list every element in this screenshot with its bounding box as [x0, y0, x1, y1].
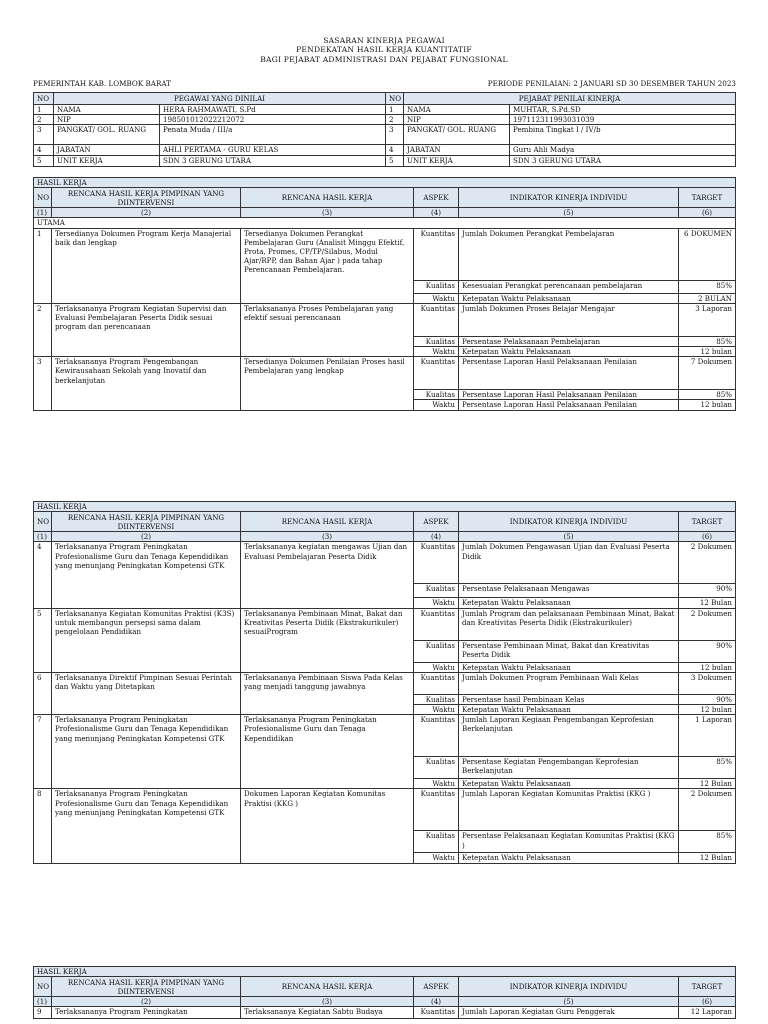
id-label: NAMA	[404, 105, 510, 115]
period-label: PERIODE PENILAIAN: 2 JANUARI SD 30 DESEMBER TAHUN 2023	[487, 79, 736, 88]
id-label: PANGKAT/ GOL. RUANG	[54, 125, 160, 145]
aspek-cell: Kualitas	[414, 280, 459, 293]
target-cell: 12 Bulan	[679, 853, 736, 863]
target-cell: 3 Laporan	[679, 303, 736, 336]
rencana-pimpinan-cell: Terlaksananya Program Peningkatan Profesionalisme Guru dan Tenaga Kependidikan yang menunjang Peningkatan Kompetensi GTK	[52, 542, 241, 608]
rencana-hasil-kerja-cell: Terlaksananya Program Peningkatan Profesionalisme Guru dan Tenaga Kependidikan	[241, 715, 414, 789]
column-number: (2)	[52, 997, 241, 1007]
section-hasil-kerja: HASIL KERJA	[34, 967, 736, 977]
dinilai-value: HERA RAHMAWATI, S.Pd	[160, 105, 386, 115]
column-header: NO	[34, 977, 52, 997]
dinilai-title: PEGAWAI YANG DINILAI	[54, 93, 386, 105]
target-cell: 7 Dokumen	[679, 357, 736, 390]
penilai-title: PEJABAT PENILAI KINERJA	[404, 93, 736, 105]
penilai-value: Pembina Tingkat I / IV/b	[510, 125, 736, 145]
hasil-kerja-table-1	[33, 177, 736, 411]
indikator-cell: Kesesuaian Perangkat perencanaan pembelajaran	[459, 280, 679, 293]
column-number: (3)	[241, 208, 414, 218]
rencana-pimpinan-cell: Terlaksananya Program Kegiatan Supervisi dan Evaluasi Pembelajaran Peserta Didik sesuai program dan perencanaan	[52, 303, 241, 356]
column-number: (4)	[414, 208, 459, 218]
target-cell: 12 Laporan	[679, 1007, 736, 1019]
indikator-cell: Ketepatan Waktu Pelaksanaan	[459, 293, 679, 303]
id-no: 4	[386, 145, 404, 156]
target-cell: 85%	[679, 390, 736, 400]
indikator-cell: Jumlah Dokumen Pengawasan Ujian dan Evaluasi Peserta Didik	[459, 542, 679, 584]
indikator-cell: Jumlah Laporan Kegiatan Komunitas Praktisi (KKG )	[459, 789, 679, 831]
column-header: INDIKATOR KINERJA INDIVIDU	[459, 977, 679, 997]
table-row	[34, 228, 736, 280]
id-no-header: NO	[34, 93, 54, 105]
table-row	[34, 542, 736, 584]
id-no: 2	[34, 115, 54, 125]
identity-row	[34, 115, 736, 125]
target-cell: 85%	[679, 336, 736, 346]
doc-title-line2: PENDEKATAN HASIL KERJA KUANTITATIF	[296, 45, 472, 54]
id-no: 5	[386, 156, 404, 167]
target-cell: 12 bulan	[679, 705, 736, 715]
target-cell: 90%	[679, 584, 736, 598]
aspek-cell: Kuantitas	[414, 789, 459, 831]
column-number: (5)	[459, 997, 679, 1007]
indikator-cell: Ketepatan Waktu Pelaksanaan	[459, 705, 679, 715]
id-label: UNIT KERJA	[404, 156, 510, 167]
aspek-cell: Kualitas	[414, 640, 459, 662]
penilai-value: SDN 3 GERUNG UTARA	[510, 156, 736, 167]
id-no: 3	[386, 125, 404, 145]
target-cell: 12 bulan	[679, 347, 736, 357]
column-header: RENCANA HASIL KERJA	[241, 512, 414, 532]
indikator-cell: Persentase Kegiatan Pengembangan Keprofesian Berkelanjutan	[459, 757, 679, 779]
rencana-pimpinan-cell: Tersedianya Dokumen Program Kerja Manajerial baik dan lengkap	[52, 228, 241, 303]
target-cell: 2 Dokumen	[679, 608, 736, 640]
aspek-cell: Kuantitas	[414, 303, 459, 336]
target-cell: 85%	[679, 757, 736, 779]
target-cell: 12 Bulan	[679, 779, 736, 789]
id-label: NIP	[404, 115, 510, 125]
id-label: JABATAN	[404, 145, 510, 156]
rencana-hasil-kerja-cell: Dokumen Laporan Kegiatan Komunitas Praktisi (KKG )	[241, 789, 414, 863]
table-row	[34, 789, 736, 831]
rencana-pimpinan-cell: Terlaksananya Program Peningkatan Profesionalisme Guru dan Tenaga Kependidikan yang menunjang Peningkatan Kompetensi GTK	[52, 789, 241, 863]
rencana-pimpinan-cell: Terlaksananya Program Pengembangan Kewirausahaan Sekolah yang Inovatif dan berkelanjutan	[52, 357, 241, 410]
column-header: ASPEK	[414, 977, 459, 997]
row-number: 4	[34, 542, 52, 608]
column-header: TARGET	[679, 512, 736, 532]
rencana-pimpinan-cell: Terlaksananya Kegiatan Komunitas Praktisi (K3S) untuk membangun persepsi sama dalam pengelolaan Pendidikan	[52, 608, 241, 672]
identity-table	[33, 92, 736, 167]
id-no: 2	[386, 115, 404, 125]
identity-row	[34, 145, 736, 156]
indikator-cell: Ketepatan Waktu Pelaksanaan	[459, 347, 679, 357]
indikator-cell: Jumlah Program dan pelaksanaan Pembinaan Minat, Bakat dan Kreativitas Peserta Didik (Ekstrakurikuler)	[459, 608, 679, 640]
id-no: 5	[34, 156, 54, 167]
dinilai-value: SDN 3 GERUNG UTARA	[160, 156, 386, 167]
column-header: RENCANA HASIL KERJA PIMPINAN YANG DIINTERVENSI	[52, 512, 241, 532]
aspek-cell: Kuantitas	[414, 715, 459, 757]
aspek-cell: Waktu	[414, 400, 459, 410]
identity-row	[34, 105, 736, 115]
aspek-cell: Kuantitas	[414, 1007, 459, 1019]
column-header: INDIKATOR KINERJA INDIVIDU	[459, 188, 679, 208]
rencana-hasil-kerja-cell: Terlaksananya Pembinaan Siswa Pada Kelas yang menjadi tanggung jawabnya	[241, 672, 414, 714]
column-number: (5)	[459, 532, 679, 542]
indikator-cell: Persentase Pelaksanaan Mengawas	[459, 584, 679, 598]
indikator-cell: Jumlah Dokumen Perangkat Pembelajaran	[459, 228, 679, 280]
dinilai-value: Penata Muda / III/a	[160, 125, 386, 145]
rencana-pimpinan-cell: Terlaksananya Program Peningkatan Profesionalisme Guru dan Tenaga Kependidikan yang menunjang Peningkatan Kompetensi GTK	[52, 715, 241, 789]
aspek-cell: Kualitas	[414, 390, 459, 400]
aspek-cell: Waktu	[414, 705, 459, 715]
target-cell: 12 bulan	[679, 662, 736, 672]
section-utama: UTAMA	[34, 218, 736, 228]
table-row	[34, 672, 736, 694]
column-number: (5)	[459, 208, 679, 218]
aspek-cell: Kualitas	[414, 831, 459, 853]
rencana-hasil-kerja-cell: Terlaksananya kegiatan mengawas Ujian dan Evaluasi Pembelajaran Peserta Didik	[241, 542, 414, 608]
indikator-cell: Persentase Pelaksanaan Kegiatan Komunitas Praktisi (KKG )	[459, 831, 679, 853]
section-hasil-kerja: HASIL KERJA	[34, 502, 736, 512]
rencana-hasil-kerja-cell: Terlaksananya Pembinaan Minat, Bakat dan Kreativitas Peserta Didik (Ekstrakurikuler) sesuaiProgram	[241, 608, 414, 672]
row-number: 6	[34, 672, 52, 714]
id-no: 1	[386, 105, 404, 115]
penilai-value: MUHTAR, S.Pd.SD	[510, 105, 736, 115]
dinilai-value: 198501012022212072	[160, 115, 386, 125]
id-label: NIP	[54, 115, 160, 125]
table-row	[34, 357, 736, 390]
indikator-cell: Jumlah Dokumen Program Pembinaan Wali Kelas	[459, 672, 679, 694]
aspek-cell: Kuantitas	[414, 542, 459, 584]
agency-label: PEMERINTAH KAB. LOMBOK BARAT	[33, 79, 171, 88]
indikator-cell: Ketepatan Waktu Pelaksanaan	[459, 853, 679, 863]
row-number: 2	[34, 303, 52, 356]
target-cell: 2 BULAN	[679, 293, 736, 303]
id-no: 1	[34, 105, 54, 115]
target-cell: 90%	[679, 640, 736, 662]
column-header: TARGET	[679, 977, 736, 997]
penilai-value: 197112311993031039	[510, 115, 736, 125]
column-number: (1)	[34, 997, 52, 1007]
column-header: NO	[34, 512, 52, 532]
id-label: PANGKAT/ GOL. RUANG	[404, 125, 510, 145]
id-label: UNIT KERJA	[54, 156, 160, 167]
indikator-cell: Persentase Pelaksanaan Pembelajaran	[459, 336, 679, 346]
column-number: (4)	[414, 532, 459, 542]
column-header: RENCANA HASIL KERJA	[241, 977, 414, 997]
column-header: NO	[34, 188, 52, 208]
indikator-cell: Jumlah Laporan Kegiaan Pengembangan Keprofesian Berkelanjutan	[459, 715, 679, 757]
indikator-cell: Ketepatan Waktu Pelaksanaan	[459, 662, 679, 672]
column-header: TARGET	[679, 188, 736, 208]
row-number: 1	[34, 228, 52, 303]
aspek-cell: Kuantitas	[414, 357, 459, 390]
indikator-cell: Persentase Pembinaan Minat, Bakat dan Kreativitas Peserta Didik	[459, 640, 679, 662]
table-row	[34, 608, 736, 640]
aspek-cell: Kuantitas	[414, 672, 459, 694]
row-number: 9	[34, 1007, 52, 1019]
aspek-cell: Kualitas	[414, 694, 459, 704]
column-number: (3)	[241, 532, 414, 542]
target-cell: 2 Dokumen	[679, 789, 736, 831]
aspek-cell: Waktu	[414, 779, 459, 789]
id-label: NAMA	[54, 105, 160, 115]
rencana-hasil-kerja-cell: Tersedianya Dokumen Penilaian Proses hasil Pembelajaran yang lengkap	[241, 357, 414, 410]
indikator-cell: Ketepatan Waktu Pelaksanaan	[459, 598, 679, 608]
column-header: ASPEK	[414, 188, 459, 208]
rencana-hasil-kerja-cell: Terlaksananya Kegiatan Sabtu Budaya	[241, 1007, 414, 1019]
identity-row	[34, 125, 736, 145]
column-header: ASPEK	[414, 512, 459, 532]
row-number: 5	[34, 608, 52, 672]
target-cell: 6 DOKUMEN	[679, 228, 736, 280]
row-number: 8	[34, 789, 52, 863]
aspek-cell: Kualitas	[414, 336, 459, 346]
table-row	[34, 715, 736, 757]
aspek-cell: Waktu	[414, 293, 459, 303]
column-number: (6)	[679, 532, 736, 542]
id-no-header-2: NO	[386, 93, 404, 105]
table-row	[34, 1007, 736, 1019]
column-header: RENCANA HASIL KERJA	[241, 188, 414, 208]
target-cell: 2 Dokumen	[679, 542, 736, 584]
aspek-cell: Kualitas	[414, 757, 459, 779]
rencana-hasil-kerja-cell: Tersedianya Dokumen Perangkat Pembelajaran Guru (Analisit Minggu Efektif, Prota, Promes, CP/TP/Silabus, Modul Ajar/RPP, dan Bahan Ajar ) pada tahap Perencanaan Pembelajaran.	[241, 228, 414, 303]
table-row	[34, 303, 736, 336]
doc-title-line1: SASARAN KINERJA PEGAWAI	[323, 36, 445, 45]
dinilai-value: AHLI PERTAMA - GURU KELAS	[160, 145, 386, 156]
target-cell: 1 Laporan	[679, 715, 736, 757]
target-cell: 12 bulan	[679, 400, 736, 410]
column-number: (4)	[414, 997, 459, 1007]
id-no: 4	[34, 145, 54, 156]
penilai-value: Guru Ahli Madya	[510, 145, 736, 156]
target-cell: 85%	[679, 831, 736, 853]
indikator-cell: Ketepatan Waktu Pelaksanaan	[459, 779, 679, 789]
indikator-cell: Jumlah Laporan Kegiatan Guru Penggerak	[459, 1007, 679, 1019]
aspek-cell: Kuantitas	[414, 608, 459, 640]
target-cell: 3 Dokumen	[679, 672, 736, 694]
indikator-cell: Persentase Laporan Hasil Pelaksanaan Penilaian	[459, 357, 679, 390]
section-hasil-kerja: HASIL KERJA	[34, 178, 736, 188]
indikator-cell: Persentase Laporan Hasil Pelaksanaan Penilaian	[459, 400, 679, 410]
column-number: (2)	[52, 532, 241, 542]
identity-row	[34, 156, 736, 167]
target-cell: 90%	[679, 694, 736, 704]
doc-title-line3: BAGI PEJABAT ADMINISTRASI DAN PEJABAT FUNGSIONAL	[260, 55, 508, 64]
id-no: 3	[34, 125, 54, 145]
column-number: (3)	[241, 997, 414, 1007]
column-number: (1)	[34, 208, 52, 218]
column-header: RENCANA HASIL KERJA PIMPINAN YANG DIINTERVENSI	[52, 188, 241, 208]
column-number: (2)	[52, 208, 241, 218]
indikator-cell: Persentase Laporan Hasil Pelaksanaan Penilaian	[459, 390, 679, 400]
column-header: INDIKATOR KINERJA INDIVIDU	[459, 512, 679, 532]
aspek-cell: Waktu	[414, 662, 459, 672]
rencana-pimpinan-cell: Terlaksananya Direktif Pimpinan Sesuai Perintah dan Waktu yang Ditetapkan	[52, 672, 241, 714]
column-number: (6)	[679, 997, 736, 1007]
indikator-cell: Persentase hasil Pembinaan Kelas	[459, 694, 679, 704]
rencana-hasil-kerja-cell: Terlaksananya Proses Pembelajaran yang efektif sesuai perencanaan	[241, 303, 414, 356]
row-number: 3	[34, 357, 52, 410]
row-number: 7	[34, 715, 52, 789]
column-number: (6)	[679, 208, 736, 218]
hasil-kerja-table-2	[33, 501, 736, 864]
id-label: JABATAN	[54, 145, 160, 156]
rencana-pimpinan-cell: Terlaksananya Program Peningkatan	[52, 1007, 241, 1019]
aspek-cell: Waktu	[414, 598, 459, 608]
aspek-cell: Waktu	[414, 853, 459, 863]
aspek-cell: Kuantitas	[414, 228, 459, 280]
column-header: RENCANA HASIL KERJA PIMPINAN YANG DIINTERVENSI	[52, 977, 241, 997]
aspek-cell: Kualitas	[414, 584, 459, 598]
target-cell: 85%	[679, 280, 736, 293]
indikator-cell: Jumlah Dokumen Proses Belajar Mengajar	[459, 303, 679, 336]
target-cell: 12 Bulan	[679, 598, 736, 608]
aspek-cell: Waktu	[414, 347, 459, 357]
column-number: (1)	[34, 532, 52, 542]
hasil-kerja-table-3	[33, 966, 736, 1019]
